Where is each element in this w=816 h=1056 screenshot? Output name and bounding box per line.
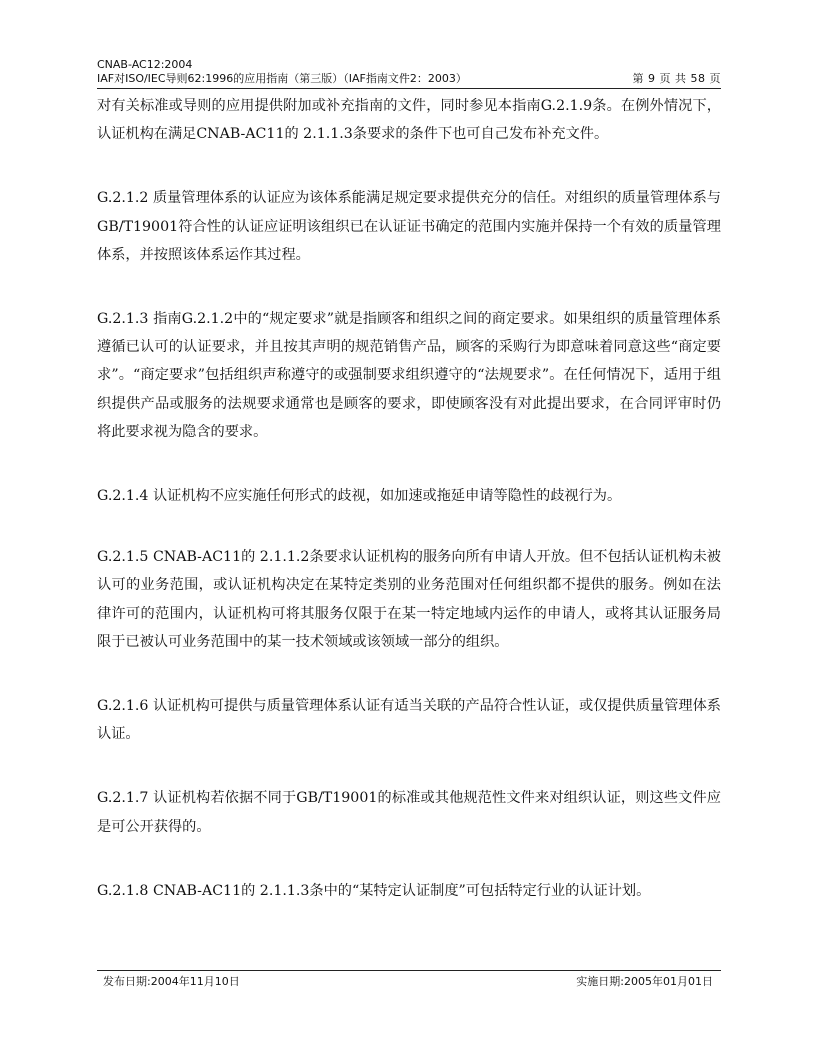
paragraph-g2-1-8: G.2.1.8 CNAB-AC11的 2.1.1.3条中的“某特定认证制度”可包括特定行业的认证计划。 [97,882,651,899]
publish-date: 发布日期:2004年11月10日 [103,975,240,988]
page-number: 第 9 页 共 58 页 [632,72,721,85]
header-title-row [97,72,721,89]
effective-date: 实施日期:2005年01月01日 [576,975,713,988]
paragraph-g2-1-2: G.2.1.2 质量管理体系的认证应为该体系能满足规定要求提供充分的信任。对组织的质量管理体系与GB/T19001符合性的认证应证明该组织已在认证证书确定的范围内实施并保持一个有效的质量管理体系，并按照该体系运作其过程。 [97,190,721,263]
paragraph-g2-1-4: G.2.1.4 认证机构不应实施任何形式的歧视，如加速或拖延申请等隐性的歧视行为。 [97,488,622,505]
document-body [97,92,721,905]
paragraph-g2-1-3: G.2.1.3 指南G.2.1.2中的“规定要求”就是指顾客和组织之间的商定要求。如果组织的质量管理体系遵循已认可的认证要求，并且按其声明的规范销售产品，顾客的采购行为即意味着同意这些“商定要求”。“商定要求”包括组织声称遵守的或强制要求组织遵守的“法规要求”。在任何情况下，适用于组织提供产品或服务的法规要求通常也是顾客的要求，即使顾客没有对此提出要求，在合同评审时仍将此要求视为隐含的要求。 [97,311,721,440]
page-footer [97,970,721,989]
page-header [97,58,721,89]
paragraph-continuation: 对有关标准或导则的应用提供附加或补充指南的文件，同时参见本指南G.2.1.9条。在例外情况下，认证机构在满足CNAB-AC11的 2.1.1.3条要求的条件下也可自己发布补充文件。 [97,98,721,143]
paragraph-g2-1-7: G.2.1.7 认证机构若依据不同于GB/T19001的标准或其他规范性文件来对组织认证，则这些文件应是可公开获得的。 [97,790,721,835]
doc-code: CNAB-AC12:2004 [97,58,193,71]
paragraph-g2-1-5: G.2.1.5 CNAB-AC11的 2.1.1.2条要求认证机构的服务向所有申请人开放。但不包括认证机构未被认可的业务范围，或认证机构决定在某特定类别的业务范围对任何组织都不提供的服务。例如在法律许可的范围内，认证机构可将其服务仅限于在某一特定地域内运作的申请人，或将其认证服务局限于已被认可业务范围中的某一技术领域或该领域一部分的组织。 [97,549,721,650]
doc-title: IAF对ISO/IEC导则62:1996的应用指南（第三版）（IAF指南文件2：2003） [97,72,467,85]
paragraph-g2-1-6: G.2.1.6 认证机构可提供与质量管理体系认证有适当关联的产品符合性认证，或仅提供质量管理体系认证。 [97,698,721,743]
